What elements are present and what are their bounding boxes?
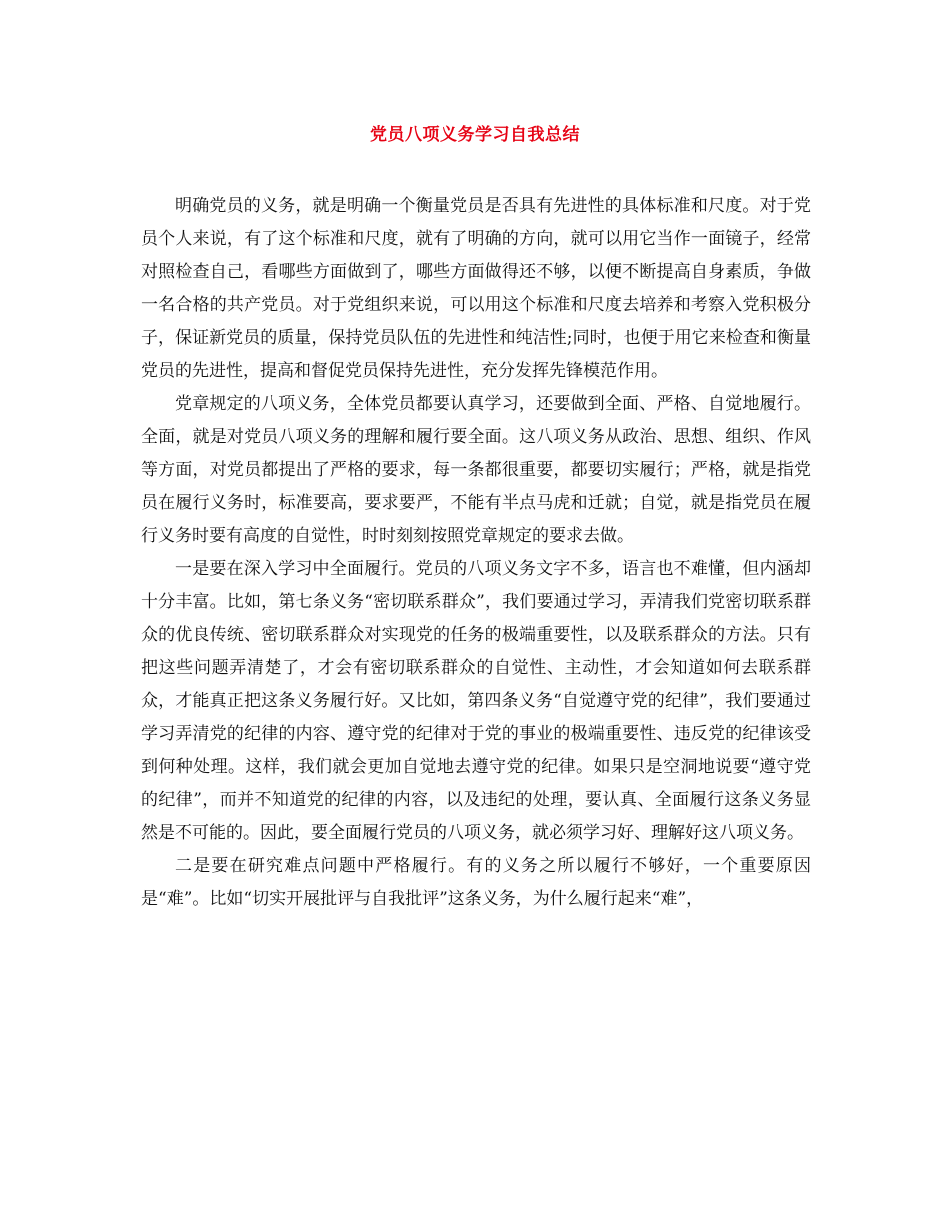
paragraph-3: 一是要在深入学习中全面履行。党员的八项义务文字不多，语言也不难懂，但内涵却十分丰富。比如，第七条义务“密切联系群众”，我们要通过学习，弄清我们党密切联系群众的优良传统、密切联系群众对实现党的任务的极端重要性，以及联系群众的方法。只有把这些问题弄清楚了，才会有密切联系群众的自觉性、主动性，才会知道如何去联系群众，才能真正把这条义务履行好。又比如，第四条义务“自觉遵守党的纪律”，我们要通过学习弄清党的纪律的内容、遵守党的纪律对于党的事业的极端重要性、违反党的纪律该受到何种处理。这样，我们就会更加自觉地去遵守党的纪律。如果只是空洞地说要“遵守党的纪律”，而并不知道党的纪律的内容，以及违纪的处理，要认真、全面履行这条义务显然是不可能的。因此，要全面履行党员的八项义务，就必须学习好、理解好这八项义务。 bbox=[141, 559, 811, 843]
paragraph-2: 党章规定的八项义务，全体党员都要认真学习，还要做到全面、严格、自觉地履行。全面，就是对党员八项义务的理解和履行要全面。这八项义务从政治、思想、组织、作风等方面，对党员都提出了严格的要求，每一条都很重要，都要切实履行；严格，就是指党员在履行义务时，标准要高，要求要严，不能有半点马虎和迁就；自觉，就是指党员在履行义务时要有高度的自觉性，时时刻刻按照党章规定的要求去做。 bbox=[141, 394, 811, 546]
paragraph-4: 二是要在研究难点问题中严格履行。有的义务之所以履行不够好，一个重要原因是“难”。比如“切实开展批评与自我批评”这条义务，为什么履行起来“难”， bbox=[141, 856, 811, 909]
paragraph-1: 明确党员的义务，就是明确一个衡量党员是否具有先进性的具体标准和尺度。对于党员个人来说，有了这个标准和尺度，就有了明确的方向，就可以用它当作一面镜子，经常对照检查自己，看哪些方面做到了，哪些方面做得还不够，以便不断提高自身素质，争做一名合格的共产党员。对于党组织来说，可以用这个标准和尺度去培养和考察入党积极分子，保证新党员的质量，保持党员队伍的先进性和纯洁性;同时，也便于用它来检查和衡量党员的先进性，提高和督促党员保持先进性，充分发挥先锋模范作用。 bbox=[141, 196, 811, 381]
document-title: 党员八项义务学习自我总结 bbox=[370, 125, 580, 145]
document-body bbox=[141, 190, 811, 916]
